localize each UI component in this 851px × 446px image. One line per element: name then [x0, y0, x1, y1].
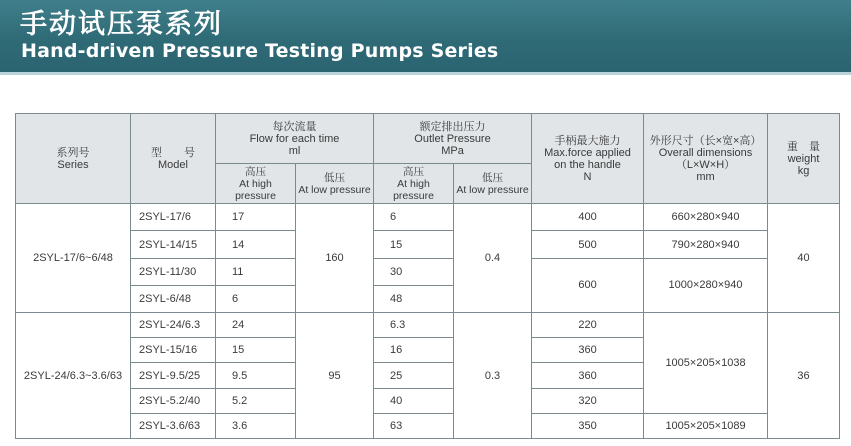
force-cell: 360	[532, 338, 644, 363]
pump-spec-table	[15, 113, 840, 439]
outlet-high-cell: 40	[374, 388, 454, 413]
header-outlet-high: 高压 At high pressure	[374, 164, 454, 204]
outlet-high-cell: 25	[374, 363, 454, 388]
flow-high-cell: 17	[216, 204, 296, 231]
flow-high-cell: 11	[216, 258, 296, 285]
table-row	[16, 313, 840, 338]
outlet-high-cell: 63	[374, 413, 454, 438]
flow-low-cell: 160	[296, 204, 374, 313]
flow-high-cell: 6	[216, 285, 296, 312]
page-title-chinese: 手动试压泵系列	[20, 9, 223, 40]
force-cell: 220	[532, 313, 644, 338]
model-cell: 2SYL-9.5/25	[131, 363, 216, 388]
title-banner	[0, 0, 851, 72]
dimensions-cell: 1000×280×940	[644, 258, 768, 313]
outlet-high-cell: 6.3	[374, 313, 454, 338]
force-cell: 600	[532, 258, 644, 313]
outlet-low-cell: 0.3	[454, 313, 532, 439]
outlet-high-cell: 30	[374, 258, 454, 285]
model-cell: 2SYL-6/48	[131, 285, 216, 312]
outlet-low-cell: 0.4	[454, 204, 532, 313]
dimensions-cell: 790×280×940	[644, 231, 768, 258]
outlet-high-cell: 48	[374, 285, 454, 312]
weight-cell: 40	[768, 204, 840, 313]
banner-divider	[0, 72, 851, 75]
outlet-high-cell: 16	[374, 338, 454, 363]
model-cell: 2SYL-14/15	[131, 231, 216, 258]
force-cell: 320	[532, 388, 644, 413]
series-cell: 2SYL-24/6.3~3.6/63	[16, 313, 131, 439]
header-model: 型 号 Model	[131, 114, 216, 204]
header-max-force: 手柄最大施力 Max.force applied on the handle N	[532, 114, 644, 204]
dimensions-cell: 660×280×940	[644, 204, 768, 231]
header-flow: 每次流量 Flow for each time ml	[216, 114, 374, 164]
outlet-high-cell: 15	[374, 231, 454, 258]
outlet-high-cell: 6	[374, 204, 454, 231]
flow-high-cell: 9.5	[216, 363, 296, 388]
table-row	[16, 231, 840, 258]
series-cell: 2SYL-17/6~6/48	[16, 204, 131, 313]
flow-high-cell: 3.6	[216, 413, 296, 438]
header-outlet-pressure: 额定排出压力 Outlet Pressure MPa	[374, 114, 532, 164]
table-row	[16, 204, 840, 231]
table-row	[16, 413, 840, 438]
dimensions-cell: 1005×205×1089	[644, 413, 768, 438]
table-row	[16, 258, 840, 285]
force-cell: 360	[532, 363, 644, 388]
model-cell: 2SYL-5.2/40	[131, 388, 216, 413]
header-flow-high: 高压 At high pressure	[216, 164, 296, 204]
force-cell: 500	[532, 231, 644, 258]
force-cell: 400	[532, 204, 644, 231]
header-series: 系列号 Series	[16, 114, 131, 204]
model-cell: 2SYL-15/16	[131, 338, 216, 363]
flow-high-cell: 24	[216, 313, 296, 338]
page-title-english: Hand-driven Pressure Testing Pumps Series	[21, 40, 499, 62]
model-cell: 2SYL-11/30	[131, 258, 216, 285]
header-dimensions: 外形尺寸（长×宽×高） Overall dimensions （L×W×H） mm	[644, 114, 768, 204]
weight-cell: 36	[768, 313, 840, 439]
model-cell: 2SYL-3.6/63	[131, 413, 216, 438]
flow-high-cell: 5.2	[216, 388, 296, 413]
flow-low-cell: 95	[296, 313, 374, 439]
force-cell: 350	[532, 413, 644, 438]
flow-high-cell: 15	[216, 338, 296, 363]
flow-high-cell: 14	[216, 231, 296, 258]
dimensions-cell: 1005×205×1038	[644, 313, 768, 414]
model-cell: 2SYL-17/6	[131, 204, 216, 231]
header-weight: 重 量 weight kg	[768, 114, 840, 204]
model-cell: 2SYL-24/6.3	[131, 313, 216, 338]
header-flow-low: 低压 At low pressure	[296, 164, 374, 204]
header-outlet-low: 低压 At low pressure	[454, 164, 532, 204]
